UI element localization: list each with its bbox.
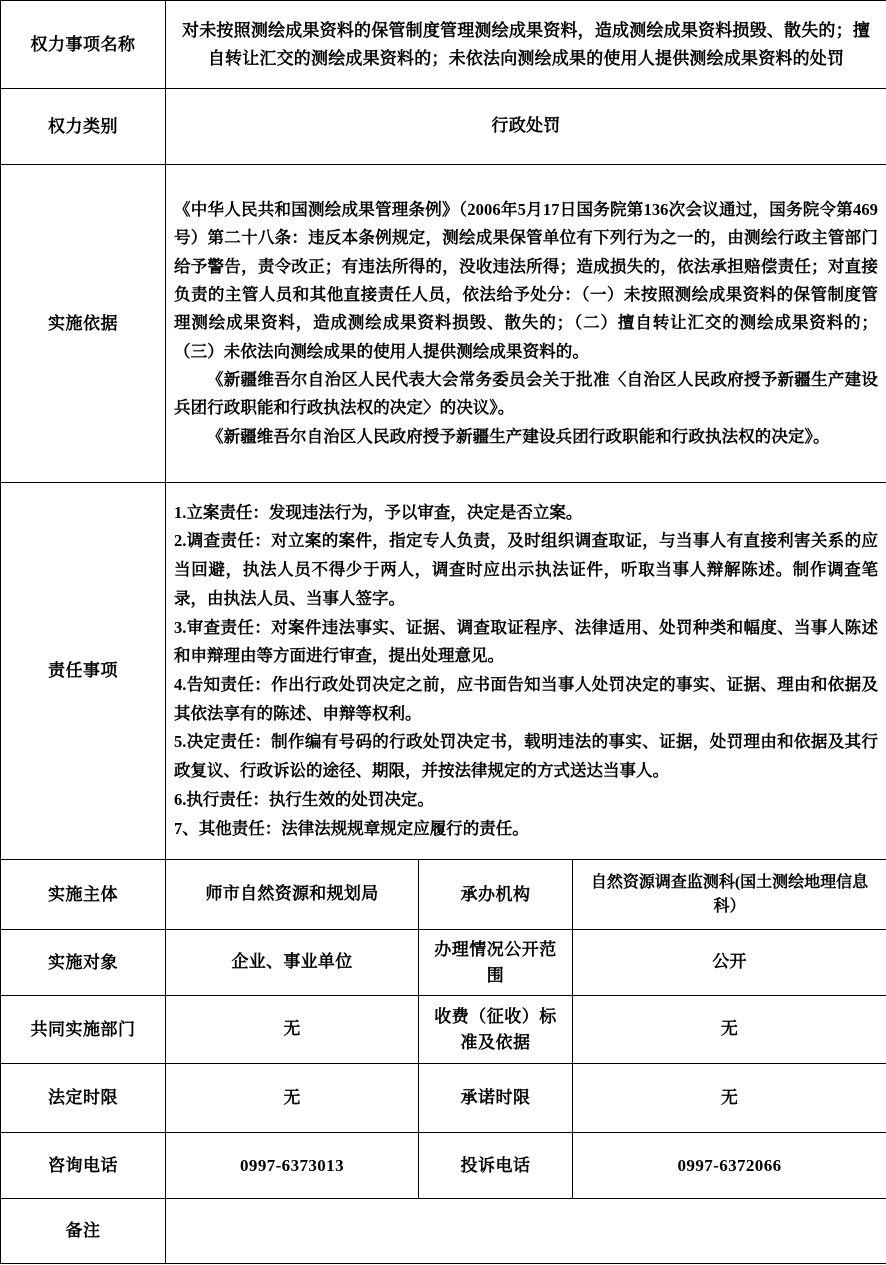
responsibility-item: 2.调查责任：对立案的案件，指定专人负责，及时组织调查取证，与当事人有直接利害关系的应当回避，执法人员不得少于两人，调查时应出示执法证件，听取当事人辩解陈述。制作调查笔录，由执法人员、当事人签字。 bbox=[174, 531, 879, 608]
table-row-phone bbox=[1, 1133, 886, 1199]
label-promised-time-limit: 承诺时限 bbox=[419, 1064, 573, 1133]
label-remarks: 备注 bbox=[1, 1199, 166, 1264]
table-row-joint-department bbox=[1, 996, 886, 1064]
label-statutory-time-limit: 法定时限 bbox=[1, 1064, 166, 1133]
responsibility-item: 5.决定责任：制作编有号码的行政处罚决定书，载明违法的事实、证据，处罚理由和依据及其行政复议、行政诉讼的途径、期限，并按法律规定的方式送达当事人。 bbox=[174, 732, 879, 781]
value-remarks bbox=[166, 1199, 886, 1264]
label-responsibility-items: 责任事项 bbox=[1, 483, 166, 860]
value-promised-time-limit: 无 bbox=[573, 1064, 886, 1133]
table-row-responsibility-items bbox=[1, 483, 886, 860]
value-statutory-time-limit: 无 bbox=[166, 1064, 419, 1133]
value-power-item-name: 对未按照测绘成果资料的保管制度管理测绘成果资料，造成测绘成果资料损毁、散失的；擅自转让汇交的测绘成果资料的；未依法向测绘成果的使用人提供测绘成果资料的处罚 bbox=[166, 1, 886, 89]
table-row-time-limit bbox=[1, 1064, 886, 1133]
label-disclosure-scope: 办理情况公开范围 bbox=[419, 930, 573, 996]
value-handling-agency: 自然资源调查监测科(国土测绘地理信息科） bbox=[573, 860, 886, 930]
basis-paragraph-1: 《中华人民共和国测绘成果管理条例》（2006年5月17日国务院第136次会议通过，国务院令第469号）第二十八条：违反本条例规定，测绘成果保管单位有下列行为之一的，由测绘行政主管部门给予警告，责令改正；有违法所得的，没收违法所得；造成损失的，依法承担赔偿责任；对直接负责的主管人员和其他直接责任人员，依法给予处分：（一）未按照测绘成果资料的保管制度管理测绘成果资料，造成测绘成果资料损毁、散失的；（二）擅自转让汇交的测绘成果资料的；（三）未依法向测绘成果的使用人提供测绘成果资料的。 bbox=[174, 199, 879, 361]
label-fee-standard: 收费（征收）标准及依据 bbox=[419, 996, 573, 1064]
value-responsibility-items bbox=[166, 483, 886, 860]
label-power-item-name: 权力事项名称 bbox=[1, 1, 166, 89]
value-disclosure-scope: 公开 bbox=[573, 930, 886, 996]
label-handling-agency: 承办机构 bbox=[419, 860, 573, 930]
value-implementation-basis bbox=[166, 165, 886, 483]
label-implementation-object: 实施对象 bbox=[1, 930, 166, 996]
label-implementation-subject: 实施主体 bbox=[1, 860, 166, 930]
responsibility-item: 4.告知责任：作出行政处罚决定之前，应书面告知当事人处罚决定的事实、证据、理由和依据及其依法享有的陈述、申辩等权利。 bbox=[174, 675, 879, 723]
responsibility-item: 6.执行责任：执行生效的处罚决定。 bbox=[174, 789, 434, 809]
value-joint-department: 无 bbox=[166, 996, 419, 1064]
table-row-implementation-subject bbox=[1, 860, 886, 930]
basis-paragraph-3: 《新疆维吾尔自治区人民政府授予新疆生产建设兵团行政职能和行政执法权的决定》。 bbox=[207, 426, 830, 446]
label-complaint-phone: 投诉电话 bbox=[419, 1133, 573, 1199]
value-power-category: 行政处罚 bbox=[166, 89, 886, 165]
table-row-implementation-basis bbox=[1, 165, 886, 483]
responsibility-item: 7、其他责任：法律法规规章规定应履行的责任。 bbox=[174, 818, 529, 838]
value-implementation-object: 企业、事业单位 bbox=[166, 930, 419, 996]
label-implementation-basis: 实施依据 bbox=[1, 165, 166, 483]
table-row-power-item-name bbox=[1, 1, 886, 89]
label-joint-department: 共同实施部门 bbox=[1, 996, 166, 1064]
table-row-power-category bbox=[1, 89, 886, 165]
value-implementation-subject: 师市自然资源和规划局 bbox=[166, 860, 419, 930]
table-row-remarks bbox=[1, 1199, 886, 1264]
label-consultation-phone: 咨询电话 bbox=[1, 1133, 166, 1199]
responsibility-item: 1.立案责任：发现违法行为，予以审查，决定是否立案。 bbox=[174, 502, 583, 522]
value-fee-standard: 无 bbox=[573, 996, 886, 1064]
basis-paragraph-2: 《新疆维吾尔自治区人民代表大会常务委员会关于批准〈自治区人民政府授予新疆生产建设兵团行政职能和行政执法权的决定〉的决议》。 bbox=[174, 370, 879, 418]
value-complaint-phone: 0997-6372066 bbox=[573, 1133, 886, 1199]
value-consultation-phone: 0997-6373013 bbox=[166, 1133, 419, 1199]
responsibility-item: 3.审查责任：对案件违法事实、证据、调查取证程序、法律适用、处罚种类和幅度、当事人陈述和申辩理由等方面进行审查，提出处理意见。 bbox=[174, 617, 879, 666]
label-power-category: 权力类别 bbox=[1, 89, 166, 165]
table-row-implementation-object bbox=[1, 930, 886, 996]
